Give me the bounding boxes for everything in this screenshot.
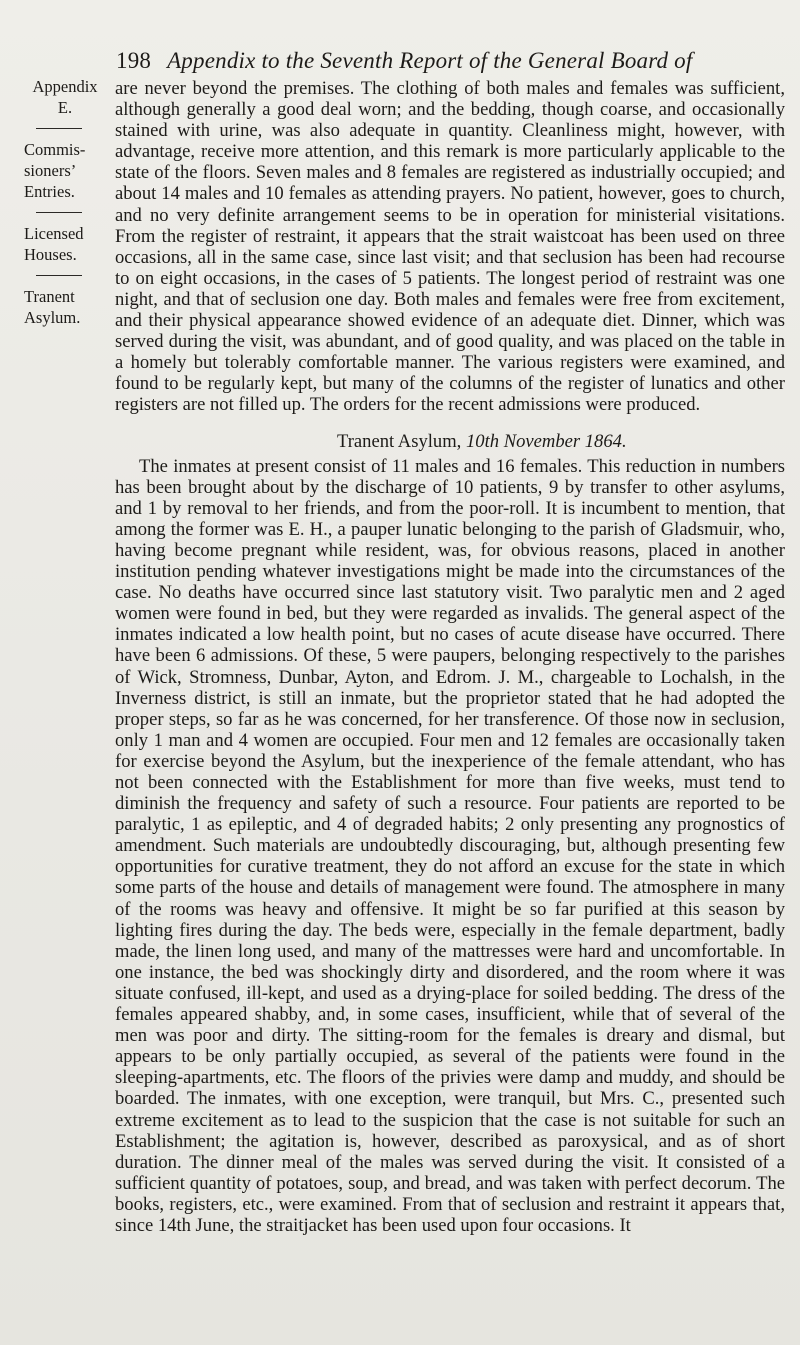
- paragraph-2: The inmates at present consist of 11 males and 16 females. This reduction in numbers has been brought about by the discharge of 10 patients, 9 by transfer to other asylums, and 1 by removal to her friends, and from the poor-roll. It is incumbent to mention, that among the former was E. H., a pauper lunatic belonging to the parish of Gladsmuir, who, having become pregnant while resident, was, for obvious reasons, placed in another institution pending whatever investigations might be made into the circumstances of the case. No deaths have occurred since last statutory visit. Two paralytic men and 2 aged women were found in bed, but they were regarded as invalids. The general aspect of the inmates indicated a low health point, but no cases of acute disease have occurred. There have been 6 admissions. Of these, 5 were paupers, belonging respectively to the parishes of Wick, Stromness, Dunbar, Ayton, and Edrom. J. M., chargeable to Lochalsh, in the Inverness district, is still an inmate, but the proprietor stated that he had adopted the proper steps, so far as he was concerned, for her transference. Of those now in seclusion, only 1 man and 4 women are occupied. Four men and 12 females are occasionally taken for exercise beyond the Asylum, but the inexperience of the female attendant, who has not been connected with the Establishment for more than five weeks, must tend to diminish the frequency and safety of such a resource. Four patients are reported to be paralytic, 1 as epileptic, and 4 of degraded habits; 2 only presenting any prognostics of amendment. Such materials are undoubtedly discouraging, but, although presenting few opportunities for curative treatment, they do not afford an excuse for the state in which some parts of the house and details of management were found. The atmosphere in many of the rooms was heavy and offensive. It might be so far purified at this season by lighting fires during the day. The beds were, especially in the female department, badly made, the linen long used, and many of the mattresses were hard and uncomfortable. In one instance, the bed was shockingly dirty and disordered, and the room where it was situate confused, ill-kept, and used as a drying-place for soiled bedding. The dress of the females appeared shabby, and, in some cases, insufficient, while that of several of the men was poor and dirty. The sitting-room for the females is dreary and dismal, but appears to be only partially occupied, as several of the patients were found in the sleeping-apartments, etc. The floors of the privies were damp and muddy, and should be boarded. The inmates, with one exception, were tranquil, but Mrs. C., presented such extreme excitement as to lead to the suspicion that the case is not suitable for such an Establishment; the agitation is, however, described as paroxysical, and as of short duration. The dinner meal of the males was served during the visit. It consisted of a sufficient quantity of potatoes, soup, and bread, and was taken with perfect decorum. The books, registers, etc., were examined. From that of seclusion and restraint it appears that, since 14th June, the straitjacket has been used upon four occasions. It: [115, 455, 785, 1236]
- margin-line: sioners’: [24, 161, 77, 180]
- margin-divider: [36, 212, 82, 213]
- body-text: [115, 78, 785, 1236]
- margin-notes: [24, 76, 106, 338]
- margin-line: Appendix: [32, 77, 98, 96]
- margin-line: Asylum.: [24, 308, 81, 327]
- page-number: 198: [116, 48, 152, 73]
- margin-line: Commis-: [24, 140, 86, 159]
- margin-line: Licensed: [24, 224, 84, 243]
- section-subheading: [115, 431, 785, 452]
- margin-line: Entries.: [24, 182, 75, 201]
- margin-line: Tranent: [24, 287, 75, 306]
- margin-line: E.: [57, 98, 73, 117]
- running-title: Appendix to the Seventh Report of the General Board of: [167, 48, 693, 73]
- margin-note-tranent-asylum: [24, 286, 106, 328]
- margin-note-appendix: [24, 76, 106, 118]
- running-header: [116, 48, 786, 74]
- margin-line: Houses.: [24, 245, 77, 264]
- paragraph-1: are never beyond the premises. The clothing of both males and females was sufficient, although generally a good deal worn; and the bedding, though coarse, and occasionally stained with urine, was also adequate in quantity. Cleanliness might, however, with advantage, receive more attention, and this remark is more particularly applicable to the state of the floors. Seven males and 8 females are registered as industrially occupied; and about 14 males and 10 females as attending prayers. No patient, however, goes to church, and no very definite arrangement seems to be in operation for ministerial visitations. From the register of restraint, it appears that the strait waistcoat has been used on three occasions, all in the same case, since last visit; and that seclusion has been had recourse to on eight occasions, in the cases of 5 patients. The longest period of restraint was one night, and that of seclusion one day. Both males and females were free from excitement, and their physical appearance showed evidence of an adequate diet. Dinner, which was served during the visit, was abundant, and of good quality, and was placed on the table in a homely but tolerably comfortable manner. The various registers were examined, and found to be regularly kept, but many of the columns of the register of lunatics and other registers are not filled up. The orders for the recent admissions were produced.: [115, 78, 785, 416]
- margin-divider: [36, 275, 82, 276]
- margin-note-licensed-houses: [24, 223, 106, 265]
- subheading-place: Tranent Asylum,: [337, 430, 462, 452]
- subheading-date: 10th November 1864.: [465, 430, 627, 452]
- margin-divider: [36, 128, 82, 129]
- margin-note-commissioners: [24, 139, 106, 202]
